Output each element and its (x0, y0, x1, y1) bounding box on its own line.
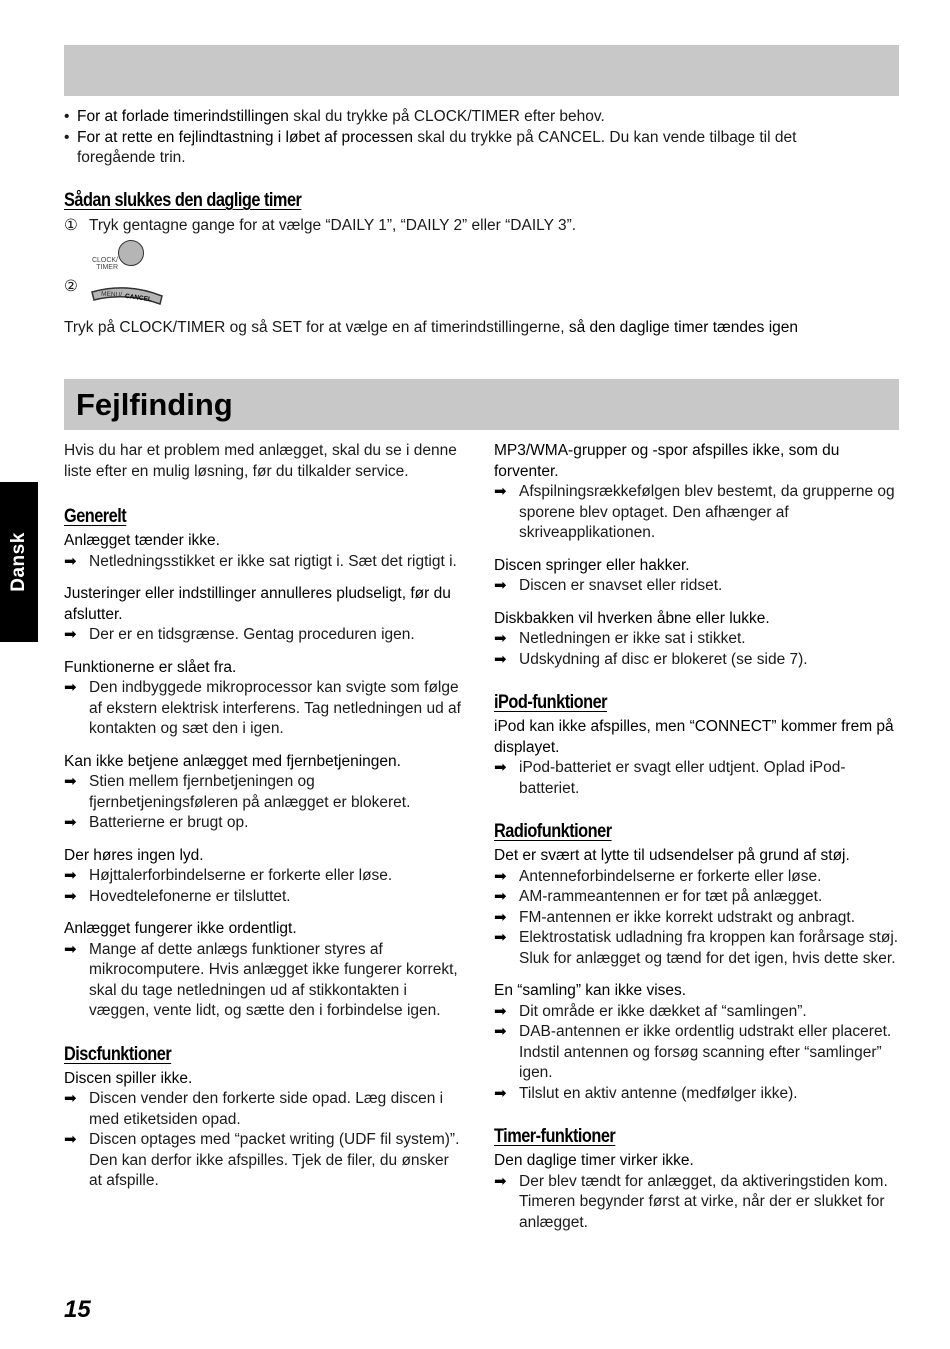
solution (494, 482, 904, 544)
menu-cancel-button-icon (89, 284, 165, 308)
section-heading: iPod-funktioner (494, 692, 607, 713)
solution (494, 650, 904, 671)
bullet-item (64, 107, 864, 128)
solution-text: Discen optages med “packet writing (UDF fil system)”. Den kan derfor ikke afspilles. Tjek de filer, du ønsker at afspille. (89, 1131, 460, 1189)
section-title: Fejlfinding (76, 387, 233, 422)
solution-text: Udskydning af disc er blokeret (se side 7). (519, 650, 808, 668)
problem: Der høres ingen lyd. (64, 846, 204, 864)
language-tab-label: Dansk (7, 532, 29, 592)
problem: Det er svært at lytte til udsendelser på grund af støj. (494, 847, 850, 864)
clock-timer-button-icon (118, 240, 144, 266)
arrow-right-icon: ➡ (64, 887, 77, 905)
arrow-right-icon: ➡ (494, 577, 507, 594)
section-heading: Radiofunktioner (494, 821, 612, 842)
bullet-rest: skal du trykke på CLOCK/TIMER efter behov. (288, 108, 605, 125)
arrow-right-icon: ➡ (64, 814, 77, 831)
bullet-item (64, 128, 864, 169)
solution (494, 629, 904, 650)
solution (64, 1089, 464, 1130)
arrow-right-icon: ➡ (494, 929, 507, 946)
timer-notes (64, 107, 864, 169)
solution (494, 908, 904, 929)
arrow-right-icon: ➡ (494, 1172, 507, 1190)
solution (64, 1130, 464, 1192)
section-heading: Timer-funktioner (494, 1126, 616, 1147)
solution-text: Netledningsstikket er ikke sat rigtigt i. Sæt det rigtigt i. (89, 552, 457, 570)
note-plain: Tryk på CLOCK/TIMER og så SET for at vælge en af timerindstillingerne, (64, 319, 569, 336)
problem: Justeringer eller indstillinger annulleres pludseligt, før du afslutter. (64, 585, 451, 623)
solution-text: Der blev tændt for anlægget, da aktiveringstiden kom. Timeren begynder først at virke, når der er slukket for anlægget. (519, 1172, 888, 1231)
arrow-right-icon: ➡ (64, 679, 77, 696)
bullet-lead: For at rette en fejlindtastning i løbet af processen (77, 128, 414, 146)
solution (64, 552, 464, 573)
arrow-right-icon: ➡ (494, 1084, 507, 1102)
arrow-right-icon: ➡ (494, 630, 507, 647)
section-heading: Discfunktioner (64, 1043, 172, 1065)
arrow-right-icon: ➡ (494, 888, 507, 905)
step-number: ① (64, 217, 78, 234)
arrow-right-icon: ➡ (64, 1090, 77, 1107)
arrow-right-icon: ➡ (494, 908, 507, 926)
section-title-bar (64, 379, 899, 430)
problem: Discen spiller ikke. (64, 1069, 193, 1087)
step-text: Tryk gentagne gange for at vælge “DAILY 1”, “DAILY 2” eller “DAILY 3”. (89, 217, 577, 234)
solution (494, 576, 904, 597)
clock-timer-label (86, 257, 118, 271)
problem: En “samling” kan ikke vises. (494, 982, 687, 999)
right-column (494, 441, 904, 1233)
solution (64, 813, 464, 834)
arrow-right-icon: ➡ (64, 626, 77, 643)
arrow-right-icon: ➡ (494, 1023, 507, 1040)
solution-text: Tilslut en aktiv antenne (medfølger ikke). (519, 1084, 798, 1102)
step-1 (64, 216, 884, 237)
solution (494, 1002, 904, 1023)
clock-label-line: CLOCK/ (91, 257, 118, 264)
cancel-label: CANCEL (124, 292, 153, 304)
arrow-right-icon: ➡ (494, 867, 507, 885)
header-bar (64, 45, 899, 96)
solution-text: Netledningen er ikke sat i stikket. (519, 630, 746, 647)
solution-text: Antenneforbindelserne er forkerte eller løse. (519, 867, 822, 885)
arrow-right-icon: ➡ (494, 483, 507, 500)
solution (494, 758, 904, 799)
clock-label-line: TIMER (96, 264, 118, 271)
arrow-right-icon: ➡ (494, 759, 507, 776)
problem: Funktionerne er slået fra. (64, 658, 237, 676)
arrow-right-icon: ➡ (64, 1131, 77, 1148)
solution (494, 1022, 904, 1084)
left-column (64, 441, 464, 1192)
section-heading: Generelt (64, 506, 127, 527)
solution-text: iPod-batteriet er svagt eller udtjent. Oplad iPod-batteriet. (519, 759, 846, 797)
daily-timer-off-section (64, 190, 884, 237)
solution-text: Stien mellem fjernbetjeningen og fjernbetjeningsføleren på anlægget er blokeret. (89, 773, 411, 811)
step-number: ② (64, 278, 78, 295)
solution-text: AM-rammeantennen er for tæt på anlægget. (519, 888, 823, 905)
problem: Anlægget tænder ikke. (64, 532, 220, 549)
solution-text: Discen vender den forkerte side opad. Læg discen i med etiketsiden opad. (89, 1090, 444, 1128)
problem: Discen springer eller hakker. (494, 556, 690, 574)
arrow-right-icon: ➡ (64, 867, 77, 884)
problem: Den daglige timer virker ikke. (494, 1152, 694, 1169)
arrow-right-icon: ➡ (64, 552, 77, 570)
solution (64, 887, 464, 908)
arrow-right-icon: ➡ (64, 773, 77, 790)
page-number: 15 (64, 1296, 91, 1323)
solution-text: Afspilningsrækkefølgen blev bestemt, da grupperne og sporene blev optaget. Den afhænger af skriveapplikationen. (519, 483, 895, 541)
solution (64, 678, 464, 740)
solution (494, 867, 904, 888)
solution (494, 1084, 904, 1105)
problem: MP3/WMA-grupper og -spor afspilles ikke, som du forventer. (494, 442, 840, 480)
solution-text: Batterierne er brugt op. (89, 814, 249, 831)
arrow-right-icon: ➡ (494, 1002, 507, 1020)
menu-label: MENU/ (100, 290, 123, 299)
solution-text: Mange af dette anlægs funktioner styres af mikrocomputere. Hvis anlægget ikke fungerer korrekt, skal du tage netledningen ud af stikkontakten i væggen, vente lidt, og sætte den i forbindelse igen. (89, 940, 458, 1019)
solution-text: Højttalerforbindelserne er forkerte eller løse. (89, 867, 393, 884)
problem: Anlægget fungerer ikke ordentligt. (64, 920, 297, 937)
language-tab (0, 482, 38, 642)
solution-text: Den indbyggede mikroprocessor kan svigte som følge af ekstern elektrisk interferens. Tag netledningen ud af kontakten og sæt den i igen. (89, 679, 461, 737)
solution (64, 625, 464, 646)
problem: iPod kan ikke afspilles, men “CONNECT” kommer frem på displayet. (494, 718, 894, 756)
problem: Kan ikke betjene anlægget med fjernbetjeningen. (64, 752, 401, 770)
arrow-right-icon: ➡ (494, 650, 507, 668)
bullet-dot: • (64, 108, 70, 125)
daily-timer-note (64, 318, 904, 339)
solution (494, 1172, 904, 1234)
solution (494, 887, 904, 908)
solution-text: Dit område er ikke dækket af “samlingen”. (519, 1002, 807, 1020)
solution-text: DAB-antennen er ikke ordentlig udstrakt eller placeret. Indstil antennen og forsøg scanning efter “samlinger” igen. (519, 1023, 892, 1081)
solution-text: Der er en tidsgrænse. Gentag proceduren igen. (89, 626, 415, 643)
arrow-right-icon: ➡ (64, 940, 77, 958)
bullet-lead: For at forlade timerindstillingen (77, 108, 289, 125)
bullet-rest: skal du trykke på CANCEL. Du kan vende tilbage til det foregående trin. (77, 128, 797, 166)
problem: Diskbakken vil hverken åbne eller lukke. (494, 609, 770, 627)
intro-text: Hvis du har et problem med anlægget, skal du se i denne liste efter en mulig løsning, før du tilkalder service. (64, 442, 457, 480)
solution (64, 940, 464, 1022)
solution-text: Discen er snavset eller ridset. (519, 577, 723, 594)
daily-timer-off-heading: Sådan slukkes den daglige timer (64, 190, 302, 211)
solution (64, 866, 464, 887)
solution-text: FM-antennen er ikke korrekt udstrakt og anbragt. (519, 908, 855, 926)
bullet-dot: • (64, 128, 70, 146)
solution (494, 928, 904, 969)
note-bold: så den daglige timer tændes igen (568, 319, 799, 336)
solution-text: Elektrostatisk udladning fra kroppen kan forårsage støj. Sluk for anlægget og tænd for det igen, hvis dette sker. (519, 929, 899, 967)
solution-text: Hovedtelefonerne er tilsluttet. (89, 887, 291, 905)
solution (64, 772, 464, 813)
